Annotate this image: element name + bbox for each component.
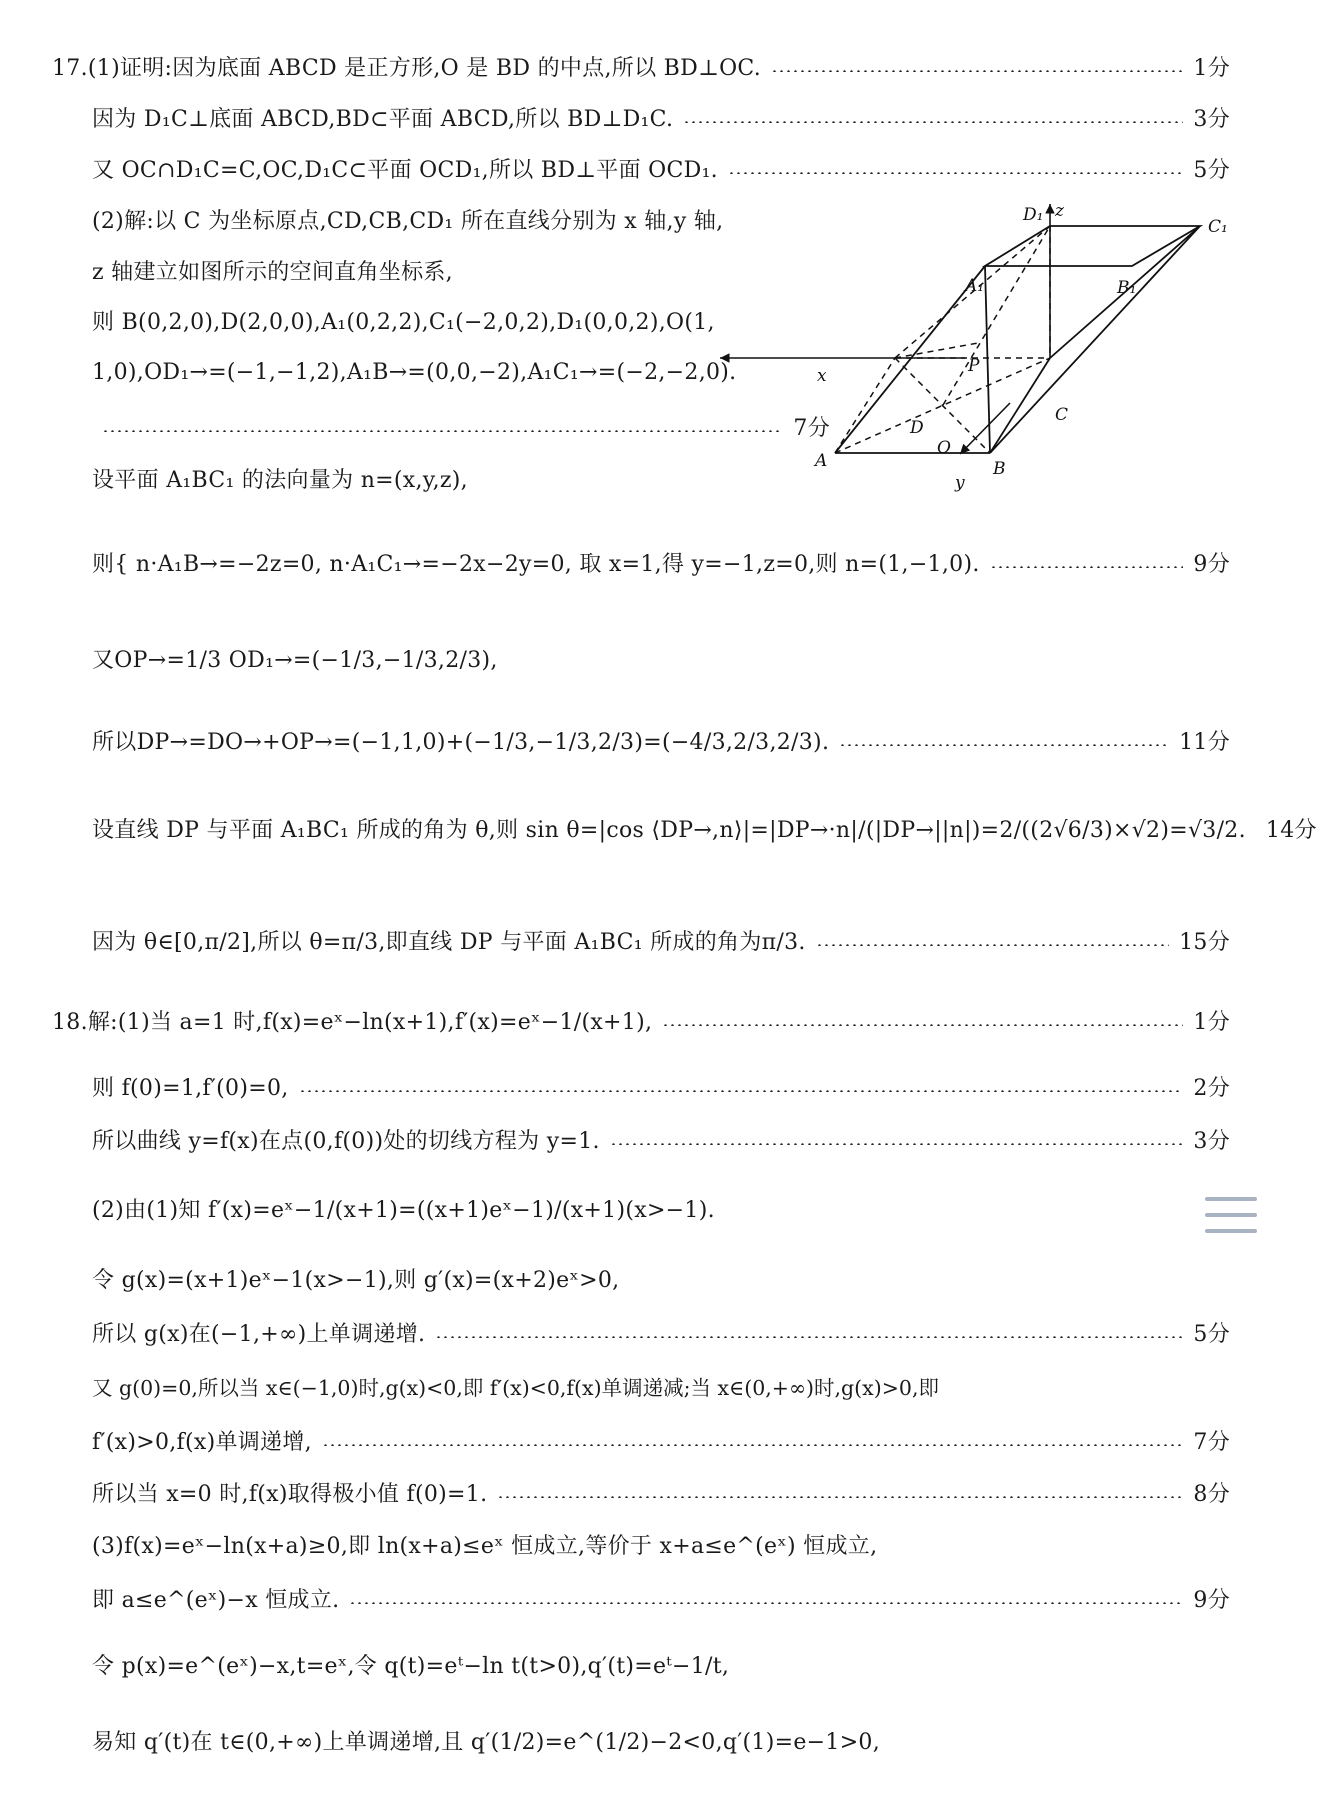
solution-line <box>92 1256 1230 1300</box>
score: 14分 <box>1265 817 1317 843</box>
line-text: 即 a≤e^(eˣ)−x 恒成立. <box>92 1587 340 1613</box>
solution-line <box>92 456 830 500</box>
leader-dots <box>102 430 783 432</box>
line-text: (3)f(x)=eˣ−ln(x+a)≥0,即 ln(x+a)≤eˣ 恒成立,等价于 x+a≤e^(eˣ) 恒成立, <box>92 1533 878 1559</box>
label-A: A <box>815 451 828 471</box>
line-text: 所以当 x=0 时,f(x)取得极小值 f(0)=1. <box>92 1481 488 1507</box>
line-text: 则 f(0)=1,f′(0)=0, <box>92 1075 289 1101</box>
line-text: 易知 q′(t)在 t∈(0,+∞)上单调递增,且 q′(1/2)=e^(1/2)−2<0,q′(1)=e−1>0, <box>92 1729 881 1755</box>
line-text: 设平面 A₁BC₁ 的法向量为 n=(x,y,z), <box>92 467 468 493</box>
label-B: B <box>993 459 1006 479</box>
label-C: C <box>1055 405 1069 425</box>
label-D1: D₁ <box>1023 205 1044 225</box>
line-text: 所以曲线 y=f(x)在点(0,f(0))处的切线方程为 y=1. <box>92 1128 600 1154</box>
line-text: 所以DP→=DO→+OP→=(−1,1,0)+(−1/3,−1/3,2/3)=(−4/3,2/3,2/3). <box>92 729 830 755</box>
edge-AD <box>835 358 895 453</box>
solution-line <box>92 1364 1230 1408</box>
solution-line <box>92 404 830 448</box>
line-text: 18.解:(1)当 a=1 时,f(x)=eˣ−ln(x+1),f′(x)=eˣ−1/(x+1), <box>52 1009 653 1035</box>
solution-line <box>92 146 1230 190</box>
solution-line <box>52 998 1230 1042</box>
menu-bar <box>1205 1213 1257 1217</box>
y-axis <box>960 403 1010 454</box>
solution-line <box>92 1310 1230 1354</box>
label-x: x <box>817 366 827 386</box>
score: 7分 <box>793 415 830 441</box>
label-P: P <box>968 356 980 376</box>
line-text: 则 B(0,2,0),D(2,0,0),A₁(0,2,2),C₁(−2,0,2),D₁(0,0,2),O(1, <box>92 309 715 335</box>
score: 2分 <box>1193 1075 1230 1101</box>
solution-line <box>92 1117 1230 1161</box>
line-text: 又OP→=1/3 OD₁→=(−1/3,−1/3,2/3), <box>92 647 498 673</box>
score: 7分 <box>1193 1429 1230 1455</box>
solution-line <box>92 1186 1060 1230</box>
line-DP <box>895 343 978 358</box>
line-text: 又 OC∩D₁C=C,OC,D₁C⊂平面 OCD₁,所以 BD⊥平面 OCD₁. <box>92 157 718 183</box>
leader-dots <box>728 172 1183 174</box>
score: 1分 <box>1193 1009 1230 1035</box>
score: 5分 <box>1193 157 1230 183</box>
line-text: 因为 θ∈[0,π/2],所以 θ=π/3,即直线 DP 与平面 A₁BC₁ 所成的角为π/3. <box>92 929 806 955</box>
label-y: y <box>955 473 965 493</box>
solution-line <box>92 1522 1230 1566</box>
solution-line <box>92 298 830 342</box>
line-OD1 <box>943 226 1050 405</box>
score: 9分 <box>1193 551 1230 577</box>
leader-dots <box>839 744 1169 746</box>
menu-bar <box>1205 1197 1257 1201</box>
line-text: 令 p(x)=e^(eˣ)−x,t=eˣ,令 q(t)=eᵗ−ln t(t>0),q′(t)=eᵗ−1/t, <box>92 1653 730 1679</box>
solution-line <box>92 806 1317 850</box>
score: 8分 <box>1193 1481 1230 1507</box>
line-text: 17.(1)证明:因为底面 ABCD 是正方形,O 是 BD 的中点,所以 BD⊥OC. <box>52 55 762 81</box>
line-text: 所以 g(x)在(−1,+∞)上单调递增. <box>92 1321 426 1347</box>
solution-line <box>92 1418 1230 1462</box>
menu-icon[interactable] <box>1205 1197 1257 1245</box>
leader-dots <box>816 944 1169 946</box>
line-text: f′(x)>0,f(x)单调递增, <box>92 1429 312 1455</box>
line-text: 令 g(x)=(x+1)eˣ−1(x>−1),则 g′(x)=(x+2)eˣ>0, <box>92 1267 620 1293</box>
line-text: 1,0),OD₁→=(−1,−1,2),A₁B→=(0,0,−2),A₁C₁→=(−2,−2,0). <box>92 359 737 385</box>
label-C1: C₁ <box>1208 217 1228 237</box>
leader-dots <box>662 1024 1183 1026</box>
score: 3分 <box>1193 106 1230 132</box>
leader-dots <box>683 121 1183 123</box>
solution-line <box>52 44 1230 88</box>
solution-line <box>92 918 1230 962</box>
solution-line <box>92 350 830 394</box>
score: 3分 <box>1193 1128 1230 1154</box>
label-B1: B₁ <box>1117 278 1137 298</box>
solution-line <box>92 636 1230 680</box>
label-O: O <box>937 438 951 458</box>
solution-line <box>92 197 830 241</box>
solution-line <box>92 95 1230 139</box>
leader-dots <box>349 1602 1183 1604</box>
solution-line <box>92 1064 1230 1108</box>
label-D: D <box>910 418 924 438</box>
edge-BC1 <box>990 226 1200 453</box>
score: 5分 <box>1193 1321 1230 1347</box>
menu-bar <box>1205 1229 1257 1233</box>
label-A1: A₁ <box>965 276 985 296</box>
line-text: 因为 D₁C⊥底面 ABCD,BD⊂平面 ABCD,所以 BD⊥D₁C. <box>92 106 674 132</box>
geometry-figure <box>815 198 1235 498</box>
line-text: (2)由(1)知 f′(x)=eˣ−1/(x+1)=((x+1)eˣ−1)/(x+1)(x>−1). <box>92 1197 715 1223</box>
score: 11分 <box>1179 729 1230 755</box>
score: 15分 <box>1179 929 1230 955</box>
leader-dots <box>435 1336 1183 1338</box>
leader-dots <box>299 1090 1184 1092</box>
leader-dots <box>610 1143 1184 1145</box>
leader-dots <box>497 1496 1183 1498</box>
line-text: z 轴建立如图所示的空间直角坐标系, <box>92 259 453 285</box>
line-text: (2)解:以 C 为坐标原点,CD,CB,CD₁ 所在直线分别为 x 轴,y 轴, <box>92 208 724 234</box>
solution-line <box>92 1470 1230 1514</box>
label-z: z <box>1055 201 1064 221</box>
line-text: 又 g(0)=0,所以当 x∈(−1,0)时,g(x)<0,即 f′(x)<0,f(x)单调递减;当 x∈(0,+∞)时,g(x)>0,即 <box>92 1376 939 1400</box>
line-text: 则{ n·A₁B→=−2z=0, n·A₁C₁→=−2x−2y=0, 取 x=1,得 y=−1,z=0,则 n=(1,−1,0). <box>92 551 980 577</box>
solution-line <box>92 248 830 292</box>
solution-line <box>92 1718 1230 1762</box>
solution-line <box>92 540 1230 584</box>
solution-line <box>92 1642 1230 1686</box>
solution-line <box>92 1576 1230 1620</box>
leader-dots <box>322 1444 1183 1446</box>
line-text: 设直线 DP 与平面 A₁BC₁ 所成的角为 θ,则 sin θ=|cos ⟨DP→,n⟩|=|DP→·n|/(|DP→||n|)=2/((2√6/3)×√2)=√3/2. <box>92 817 1246 843</box>
leader-dots <box>771 70 1183 72</box>
edge-BC <box>990 358 1050 453</box>
leader-dots <box>990 566 1184 568</box>
score: 1分 <box>1193 55 1230 81</box>
score: 9分 <box>1193 1587 1230 1613</box>
solution-line <box>92 718 1230 762</box>
